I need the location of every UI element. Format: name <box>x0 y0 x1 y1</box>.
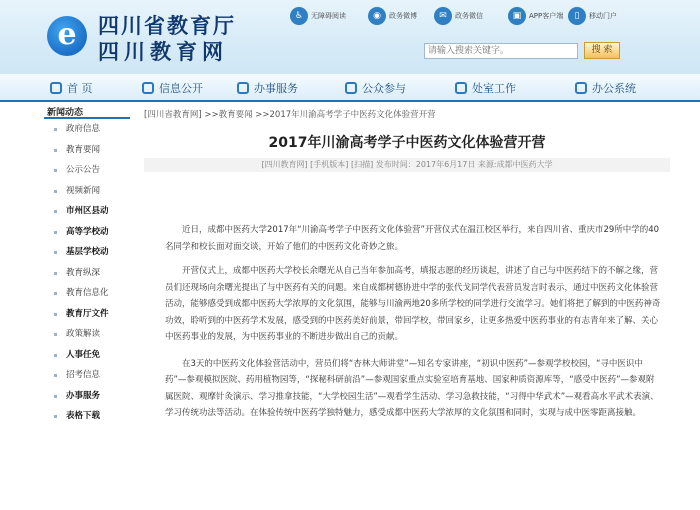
site-title-line1: 四川省教育厅 <box>98 13 236 38</box>
article-title: 2017年川渝高考学子中医药文化体验营开营 <box>268 135 546 151</box>
system-icon <box>575 82 587 94</box>
sidebar-list <box>44 119 130 427</box>
sidebar-item[interactable]: 视频新闻 <box>44 181 130 202</box>
sidebar-heading: 新闻动态 <box>44 104 130 119</box>
sidebar-item[interactable]: 公示公告 <box>44 160 130 181</box>
sidebar-item[interactable]: 市州区县动 <box>44 201 130 222</box>
nav-item-office[interactable]: 处室工作 <box>455 80 516 96</box>
accessibility-icon: ♿ <box>290 7 308 25</box>
site-header <box>0 0 700 74</box>
site-title-line2: 四川教育网 <box>98 39 228 64</box>
search-input[interactable] <box>424 43 578 59</box>
quick-link-app[interactable]: ▣ APP客户端 <box>508 6 563 26</box>
main-nav <box>0 74 700 102</box>
nav-item-system[interactable]: 办公系统 <box>575 80 636 96</box>
nav-item-public[interactable]: 公众参与 <box>345 80 406 96</box>
sidebar-item[interactable]: 政策解读 <box>44 324 130 345</box>
sidebar-item[interactable]: 教育厅文件 <box>44 304 130 325</box>
sidebar-item[interactable]: 人事任免 <box>44 345 130 366</box>
nav-item-home[interactable]: 首 页 <box>50 80 93 96</box>
sidebar-item[interactable]: 教育信息化 <box>44 283 130 304</box>
article-paragraph: 近日，成都中医药大学2017年“川渝高考学子中医药文化体验营”开营仪式在温江校区举行，来自四川省、重庆市29所中学的40名同学和校长面对面交谈，开始了他们的中医药文化奇妙之旅。 <box>165 225 660 252</box>
office-icon <box>455 82 467 94</box>
sidebar-item[interactable]: 办事服务 <box>44 386 130 407</box>
article-body <box>165 222 661 432</box>
app-icon: ▣ <box>508 7 526 25</box>
sidebar-item[interactable]: 教育要闻 <box>44 140 130 161</box>
quick-link-mobile[interactable]: ▯ 移动门户 <box>568 6 617 26</box>
sidebar-item[interactable]: 政府信息 <box>44 119 130 140</box>
breadcrumb[interactable]: [四川省教育网] >>教育要闻 >>2017年川渝高考学子中医药文化体验营开营 <box>144 110 436 120</box>
search-button[interactable]: 搜 索 <box>584 42 620 59</box>
article-meta: [四川教育网] [手机版本] [扫描] 发布时间：2017年6月17日 来源:成都中医药大学 <box>144 158 670 172</box>
weibo-icon: ◉ <box>368 7 386 25</box>
quick-link-weibo[interactable]: ◉ 政务微博 <box>368 6 417 26</box>
nav-item-info[interactable]: 信息公开 <box>142 80 203 96</box>
info-icon <box>142 82 154 94</box>
site-logo[interactable]: e <box>47 16 87 56</box>
nav-item-service[interactable]: 办事服务 <box>237 80 298 96</box>
quick-link-wechat[interactable]: ✉ 政务微信 <box>434 6 483 26</box>
home-icon <box>50 82 62 94</box>
mobile-icon: ▯ <box>568 7 586 25</box>
public-icon <box>345 82 357 94</box>
sidebar-item[interactable]: 高等学校动 <box>44 222 130 243</box>
article-paragraph: 在3天的中医药文化体验营活动中，营员们将“杏林大师讲堂”—知名专家讲座，“初识中医药”—参观学校校园，“寻中医识中药”—参观模拟医院、药用植物园等，“探秘科研前沿”—参观国家重点实验室培育基地、国家种质资源库等，“感受中医药”—参观附属医院、观摩针灸演示、学习推拿技能，“大学校园生活”—观看学生活动、学习急救技能，“习得中华武术”—观看高水平武术表演、学习传统功法等活动。在体验传统中医药学独特魅力，感受成都中医药大学浓厚的文化氛围和同时，实现与成中医零距离接触。 <box>165 358 659 418</box>
sidebar-item[interactable]: 招考信息 <box>44 365 130 386</box>
sidebar <box>44 104 130 510</box>
service-icon <box>237 82 249 94</box>
sidebar-item[interactable]: 基层学校动 <box>44 242 130 263</box>
quick-link-accessibility[interactable]: ♿ 无障碍阅读 <box>290 6 346 26</box>
article-paragraph: 开营仪式上，成都中医药大学校长余曙光从自己当年参加高考，填报志愿的经历谈起，讲述了自己与中医药结下的不解之缘，营员们还现场向余曙光提出了与中医药有关的问题。来自成都树德协进中学的张代戈同学代表营员发言时表示，通过中医药文化体验营活动，能够感受到成都中医药大学浓厚的文化氛围，能够与川渝两地20多所学校的同学进行交流学习。她们将把了解到的中医药神奇功效，聆听到的中医药学术发展，感受到的中医药美好前景，带回学校，带回家乡，让更多热爱中医药事业的有志青年来了解、关心中医药事业的发展，为中医药事业的不断进步做出自己的贡献。 <box>165 266 661 342</box>
sidebar-item[interactable]: 教育纵深 <box>44 263 130 284</box>
sidebar-item[interactable]: 表格下载 <box>44 406 130 427</box>
wechat-icon: ✉ <box>434 7 452 25</box>
